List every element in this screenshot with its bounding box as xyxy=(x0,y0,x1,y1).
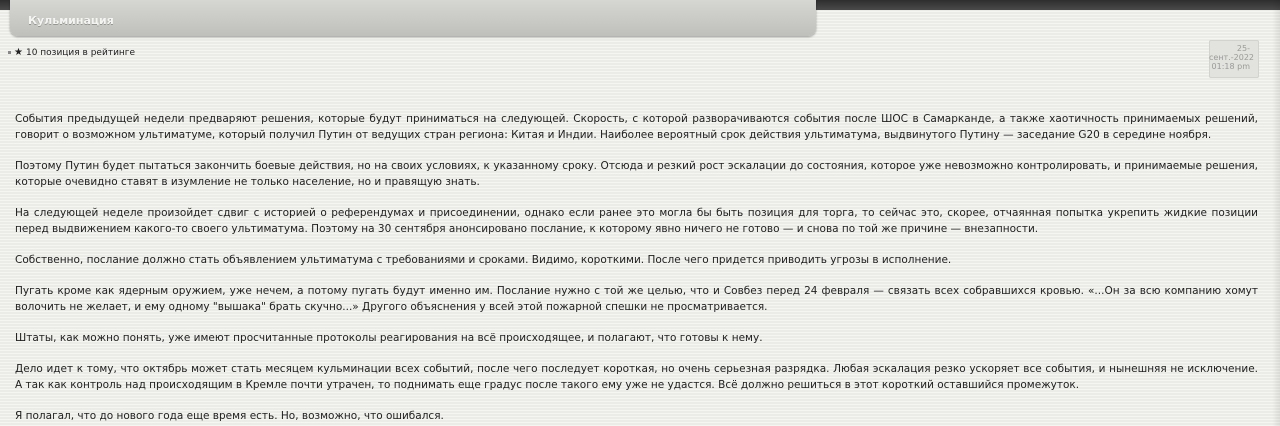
article-paragraph: Штаты, как можно понять, уже имеют просчитанные протоколы реагирования на всё происходящее, и полагают, что готовы к нему. xyxy=(15,332,763,344)
article-paragraph: На следующей неделе произойдет сдвиг с историей о референдумах и присоединении, однако если ранее это могла бы быть позиция для торга, то сейчас это, скорее, отчаянная попытка укрепить жидкие позиции перед выдвижением какого-то своего ультиматума. Поэтому на 30 сентября анонсировано послание, к которому явно ничего не готово — и снова по той же причине — внезапности. xyxy=(15,207,1258,235)
title-tab xyxy=(10,0,816,36)
article-paragraph: Пугать кроме как ядерным оружием, уже нечем, а потому пугать будут именно им. Послание нужно с той же целью, что и Совбез перед 24 февраля — связать всех собравшихся кровью. «...Он за всю компанию хомут волочить не желает, и ему одному "вышака" брать скучно...» Другого объяснения у всей этой пожарной спешки не просматривается. xyxy=(15,285,1258,313)
article-body xyxy=(15,111,1258,426)
post-title[interactable]: Кульминация xyxy=(28,14,114,27)
article-paragraph: События предыдущей недели предваряют решения, которые будут приниматься на следующей. Скорость, с которой разворачиваются события после ШОС в Самарканде, а также хаотичность принимаемых решений, говорит о возможном ультиматуме, который получил Путин от ведущих стран региона: Китая и Индии. Наиболее вероятный срок действия ультиматума, выдвинутого Путину — заседание G20 в середине ноября. xyxy=(15,113,1258,141)
star-icon: ★ xyxy=(14,47,23,58)
rating-line xyxy=(8,47,135,58)
page-edge-shadow xyxy=(1272,0,1280,426)
rating-text[interactable]: 10 позиция в рейтинге xyxy=(25,47,136,58)
article-paragraph: Поэтому Путин будет пытаться закончить боевые действия, но на своих условиях, к указанному сроку. Отсюда и резкий рост эскалации до состояния, которое уже невозможно контролировать, и принимаемые решения, которые очевидно ставят в изумление не только население, но и правящую знать. xyxy=(15,160,1258,188)
date-time: 01:18 pm xyxy=(1211,62,1250,71)
date-month-year: сент.-2022 xyxy=(1209,53,1254,62)
article-paragraph: Я полагал, что до нового года еще время есть. Но, возможно, что ошибался. xyxy=(15,410,444,422)
bullet-icon xyxy=(8,51,11,54)
article-paragraph: Собственно, послание должно стать объявлением ультиматума с требованиями и сроками. Видимо, короткими. После чего придется приводить угрозы в исполнение. xyxy=(15,254,952,266)
post-date xyxy=(1209,40,1259,78)
article-paragraph: Дело идет к тому, что октябрь может стать месяцем кульминации всех событий, после чего последует короткая, но очень серьезная разрядка. Любая эскалация резко ускоряет все события, и нынешняя не исключение. А так как контроль над происходящим в Кремле почти утрачен, то поднимать еще градус после такого ему уже не удастся. Всё должно решиться в этот короткий оставшийся промежуток. xyxy=(15,363,1258,391)
date-day: 25- xyxy=(1236,44,1250,53)
